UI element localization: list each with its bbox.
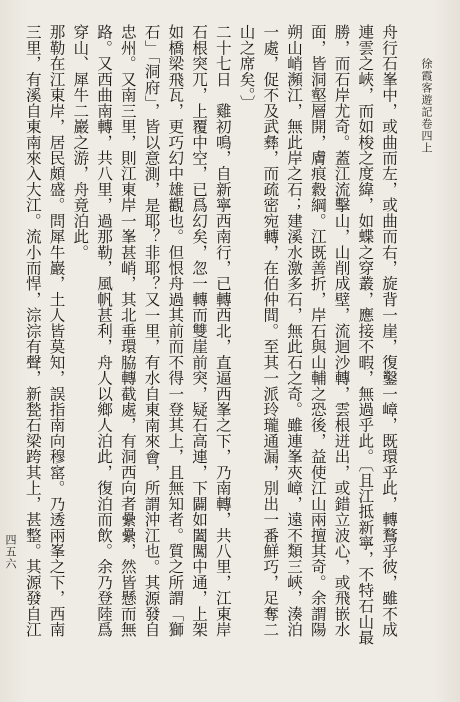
paragraph-2: 二十七日 雞初鳴，自新寧西南行，已轉西北，直逼西峯之下，乃南轉，共八里，江東岸石根突兀，上覆中空，已爲幻矣，忽一轉而雙崖前突，疑石高連，下闢如闔闖中通，上架如橋梁飛瓦，更巧幻中雄觀也。但恨舟過其前而不得一登其上，且無知者。質之所謂「獅石」「洞府」，皆以意測，是耶？非耶？又一里，有水自東南來會，所謂沖江也。其源發自忠州。又南三里，則江東岸一峯甚峭，其北垂環脇轉截處，有洞西向者纍纍，然皆懸而無路。又西曲南轉，共八里，過那勒，風帆甚利，舟人以鄉人泊此，復泊而飲。余乃登陸爲穿山、犀牛二巖之游，舟竟泊此。 <box>71 24 232 638</box>
running-title: 徐霞客遊記卷四上 <box>420 58 433 154</box>
paragraph-3: 那勒在江東岸，居民頗盛。問犀牛巖，土人皆莫知，誤指南向穆窰。乃透兩峯之下，西南三里，有溪自東南來入大江。流小而悍，淙淙有聲，新甃石梁跨其上，甚整。其源發自江 <box>23 24 66 638</box>
body-text <box>20 24 400 652</box>
paragraph-1: 舟行石峯中，或曲而左，或曲而右，旋背一崖，復鑿一嶂，既環乎此，轉鶩乎彼，雖不成連雲之峽，而如梭之度緯，如蝶之穿叢，應接不暇，無過乎此。〔且江抵新寧，不特石山最勝，而石岸尤奇。蓋江流擊山，山削成壁，流迴沙轉，雲根迸出，或錯立波心，或飛嵌水面，皆洞壑層開，膚痕縠綱。江既善折，岸石與山輔之恐後，益使江山兩擅其奇。余謂陽朔山峭瀕江，無此岸之石；建溪水激多石，無此石之奇。雖連峯夾嶂，遠不類三峽，湊泊一處，促不及武彝，而疏密宛轉，在伯仲間。至其一派玲瓏通漏，別出一番鮮巧，足奪二山之席矣。〕 <box>237 24 398 645</box>
page-number: 四五六 <box>4 534 17 570</box>
